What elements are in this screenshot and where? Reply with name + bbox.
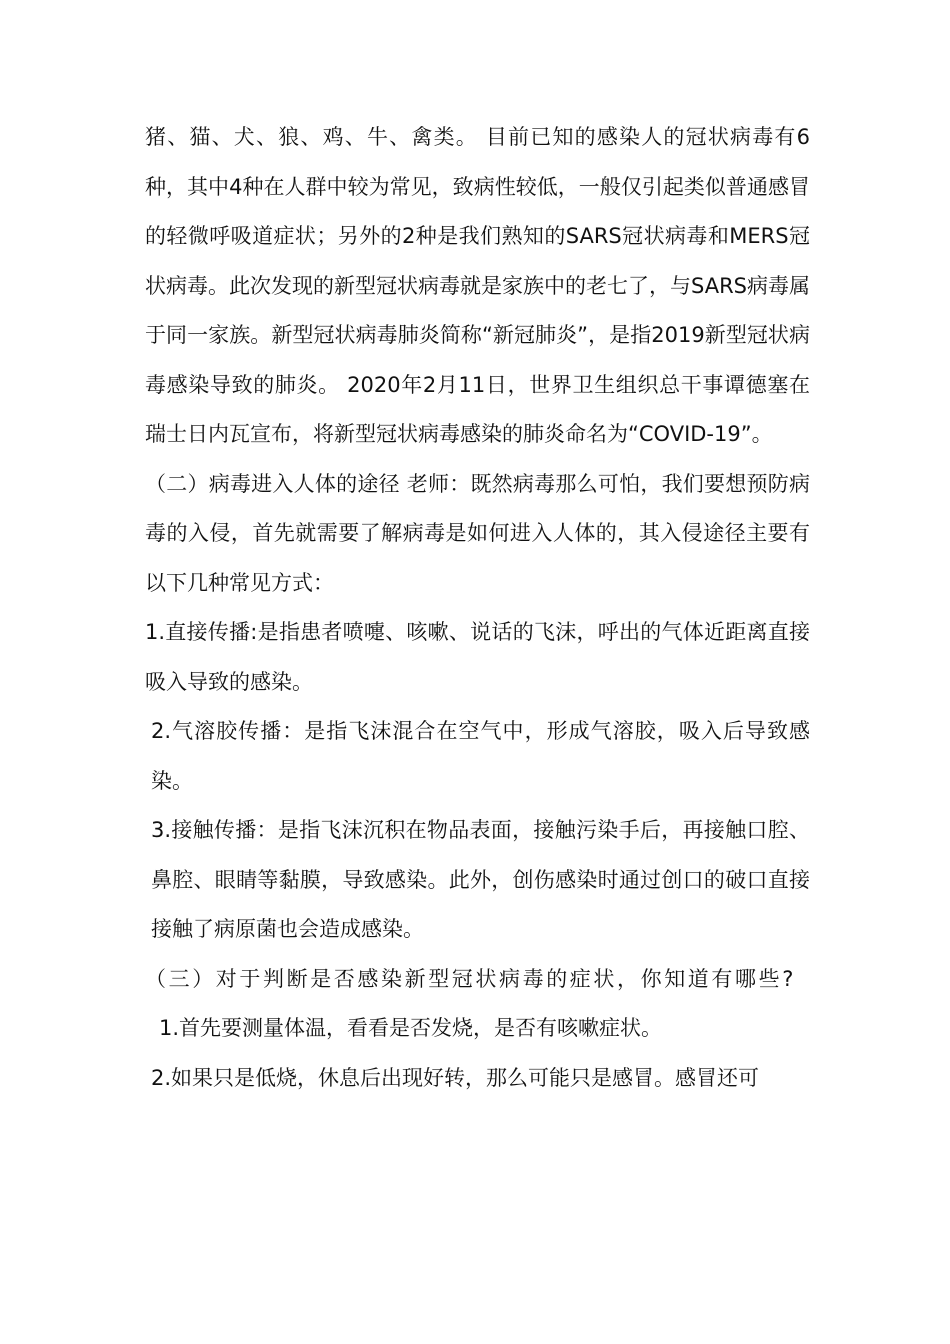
paragraph-transmission-heading: （二）病毒进入人体的途径 老师：既然病毒那么可怕，我们要想预防病毒的入侵，首先就需要了解病毒是如何进入人体的，其入侵途径主要有以下几种常见方式：	[145, 471, 810, 595]
paragraph-symptoms-heading: （三）对于判断是否感染新型冠状病毒的症状，你知道有哪些?	[145, 966, 796, 991]
paragraph-symptom-low-fever: 2.如果只是低烧，休息后出现好转，那么可能只是感冒。感冒还可	[151, 1065, 760, 1090]
paragraph-aerosol-transmission: 2.气溶胶传播：是指飞沫混合在空气中，形成气溶胶，吸入后导致感染。	[151, 719, 810, 793]
paragraph-direct-transmission: 1.直接传播:是指患者喷嚏、咳嗽、说话的飞沫，呼出的气体近距离直接吸入导致的感染。	[145, 620, 810, 694]
document-page	[145, 113, 810, 1103]
paragraph-contact-transmission: 3.接触传播：是指飞沫沉积在物品表面，接触污染手后，再接触口腔、鼻腔、眼睛等黏膜，导致感染。此外，创伤感染时通过创口的破口直接接触了病原菌也会造成感染。	[151, 818, 810, 941]
paragraph-coronavirus-intro: 猪、猫、犬、狼、鸡、牛、禽类。 目前已知的感染人的冠状病毒有6种，其中4种在人群中较为常见，致病性较低，一般仅引起类似普通感冒的轻微呼吸道症状；另外的2种是我们熟知的SARS冠状病毒和MERS冠状病毒。此次发现的新型冠状病毒就是家族中的老七了，与SARS病毒属于同一家族。新型冠状病毒肺炎简称“新冠肺炎”，是指2019新型冠状病毒感染导致的肺炎。 2020年2月11日，世界卫生组织总干事谭德塞在瑞士日内瓦宣布，将新型冠状病毒感染的肺炎命名为“COVID-19”。	[145, 125, 811, 446]
paragraph-symptom-temperature: 1.首先要测量体温，看看是否发烧，是否有咳嗽症状。	[159, 1016, 663, 1040]
